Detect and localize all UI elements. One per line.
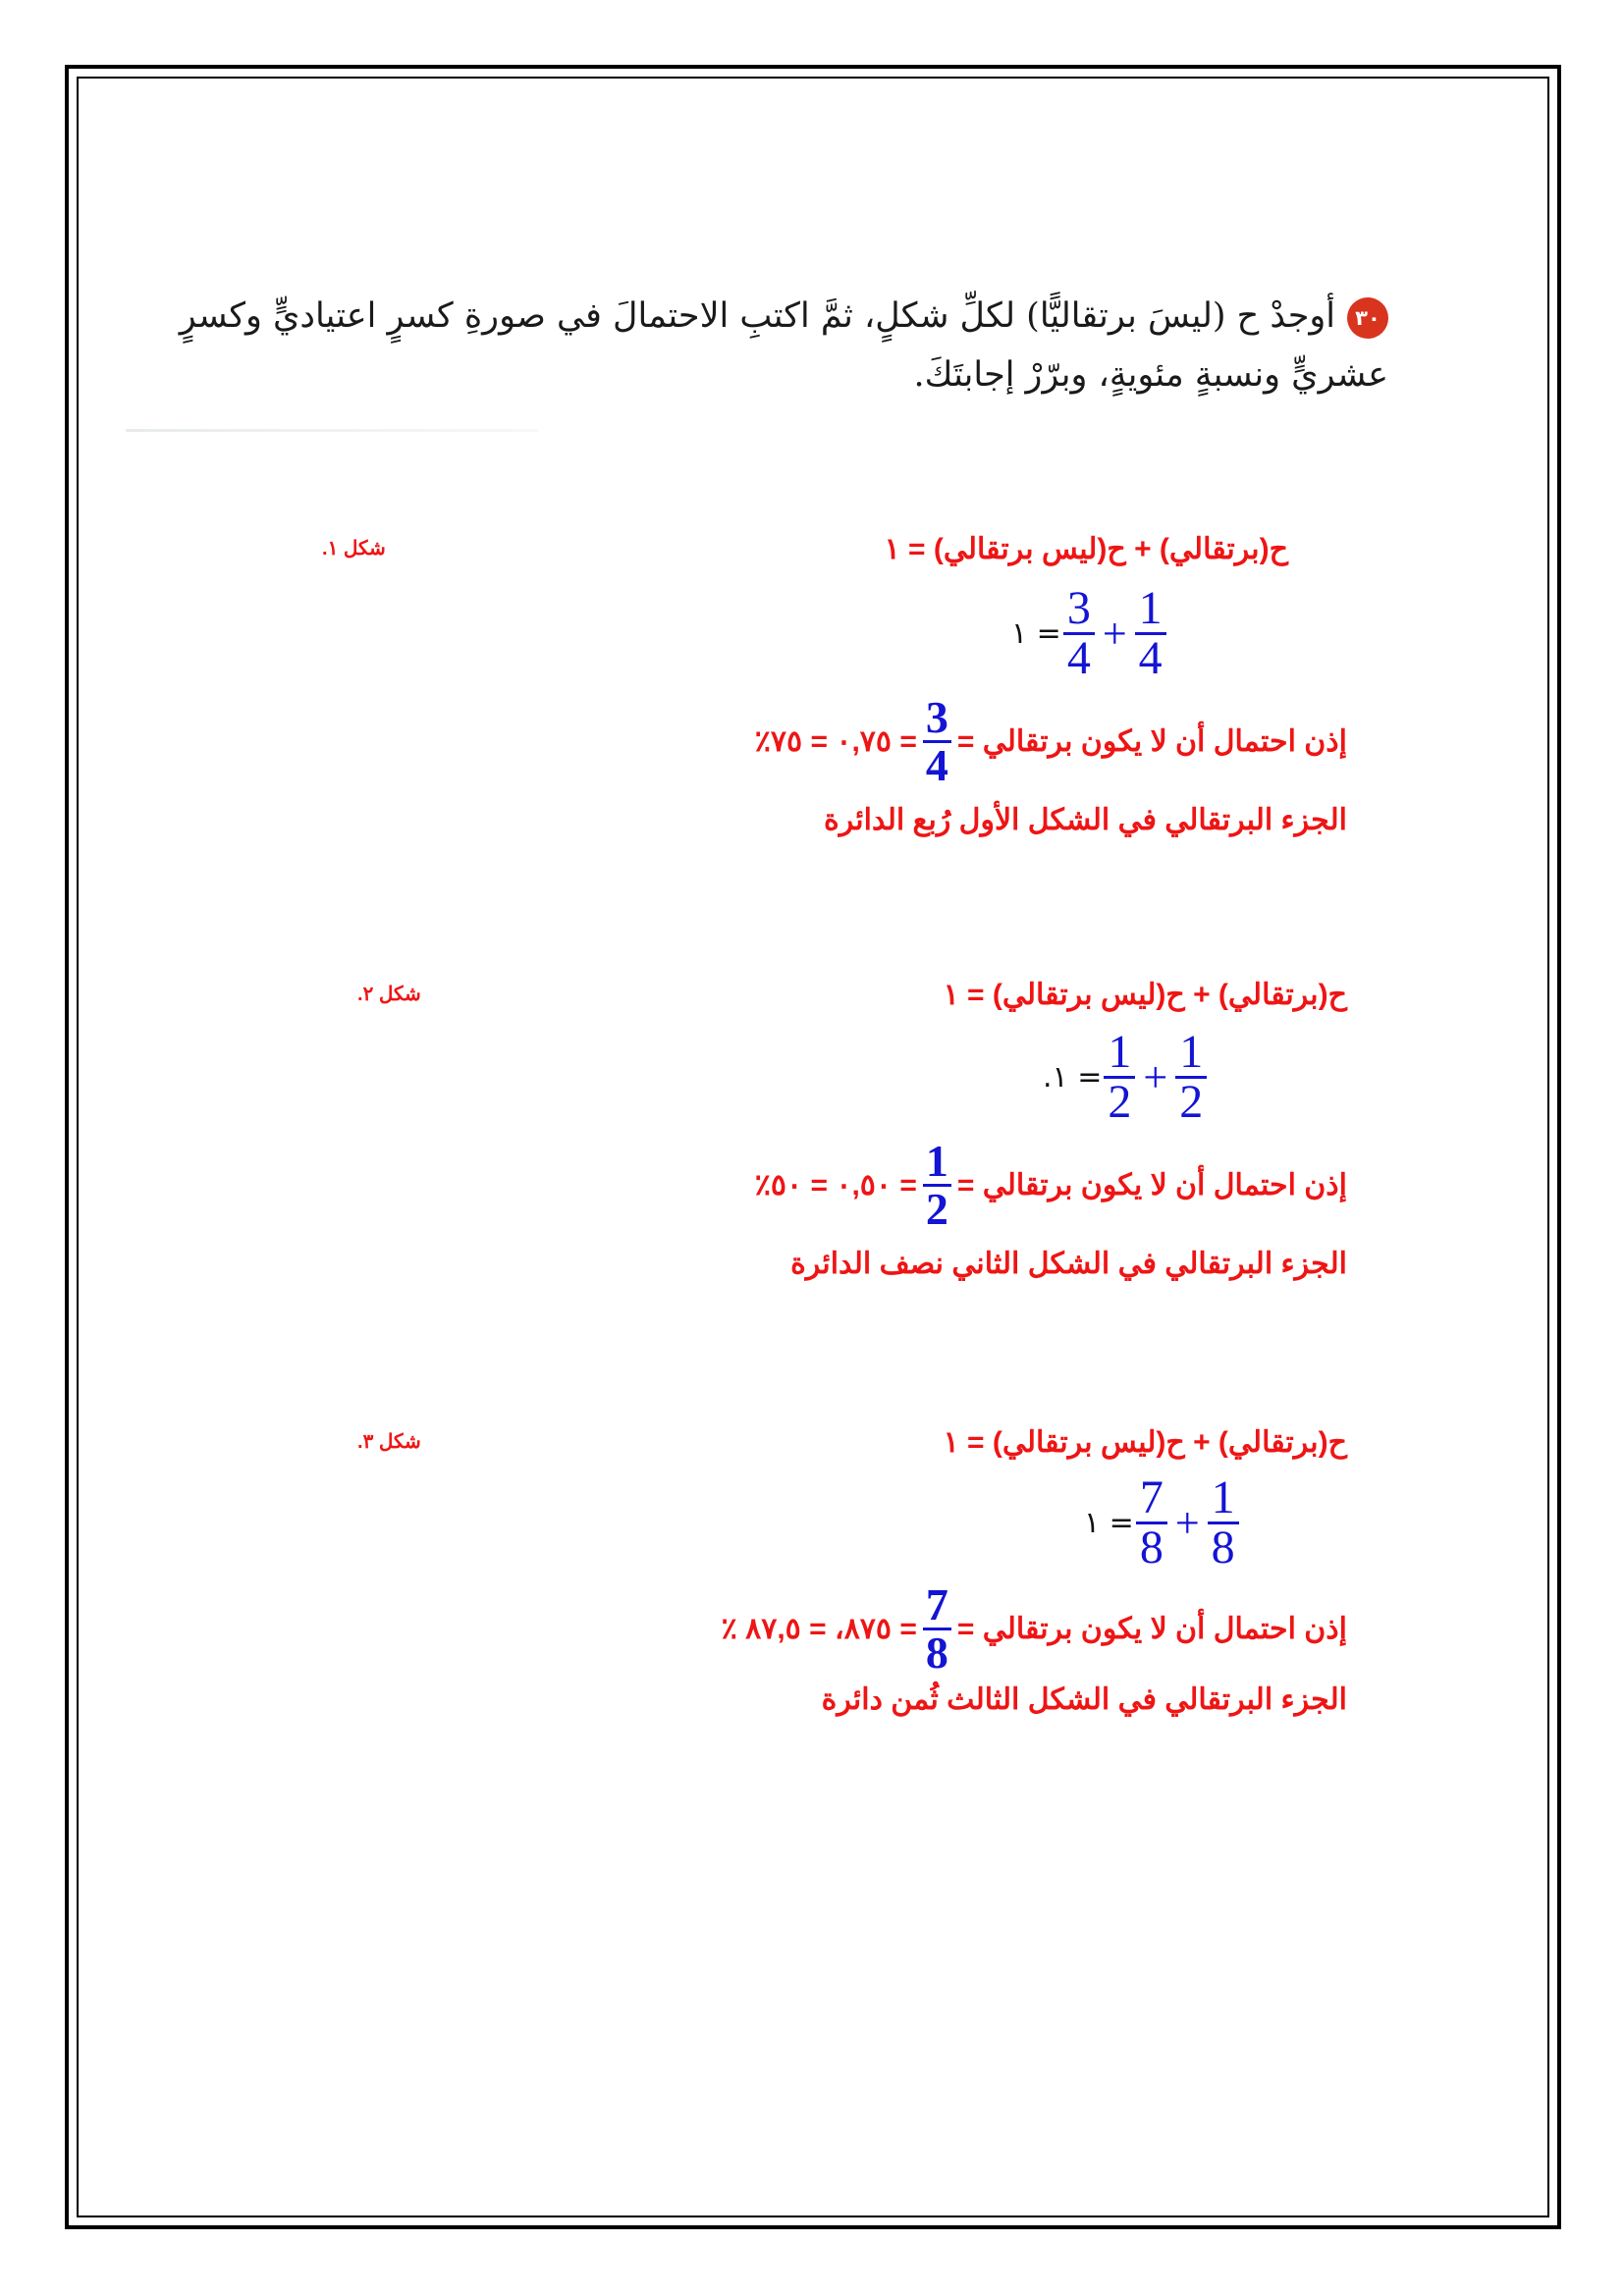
probability-line <box>754 692 1347 790</box>
probability-decimal-percent: = ٨٧٥، = ٨٧,٥ ٪ <box>721 1613 917 1645</box>
figure-label: شكل ١. <box>322 538 386 560</box>
fraction-b: $\frac{1}{2}$ <box>1104 1029 1135 1126</box>
probability-fraction: $\frac{7}{8}$ <box>923 1582 951 1676</box>
probability-line <box>721 1579 1347 1678</box>
fraction-sum <box>1011 582 1168 684</box>
probability-decimal-percent: = ٠,٥٠ = ٥٠٪ <box>754 1169 917 1201</box>
plus-sign: + <box>1174 1499 1200 1547</box>
question-number-badge: ٣٠ <box>1347 297 1388 339</box>
fraction-b: $\frac{3}{4}$ <box>1063 585 1095 682</box>
probability-fraction: $\frac{1}{2}$ <box>923 1139 951 1232</box>
fraction-sum <box>1043 1026 1209 1128</box>
fraction-a: $\frac{1}{2}$ <box>1175 1029 1207 1126</box>
probability-prefix: إذن احتمال أن لا يكون برتقالي = <box>956 1613 1347 1645</box>
probability-prefix: إذن احتمال أن لا يكون برتقالي = <box>956 1169 1347 1201</box>
question-body: أوجدْ ح (ليسَ برتقاليًّا) لكلِّ شكلٍ، ثمَّ اكتبِ الاحتمالَ في صورةِ كسرٍ اعتياديٍّ وكسرٍ عشريٍّ ونسبةٍ مئويةٍ، وبرّرْ إجابتَكَ. <box>179 296 1388 395</box>
probability-prefix: إذن احتمال أن لا يكون برتقالي = <box>956 725 1347 758</box>
reason-text: الجزء البرتقالي في الشكل الثالث ثُمن دائرة <box>821 1683 1347 1716</box>
question-text <box>151 287 1388 404</box>
reason-text: الجزء البرتقالي في الشكل الثاني نصف الدائرة <box>790 1248 1347 1280</box>
fraction-a: $\frac{1}{8}$ <box>1208 1474 1239 1572</box>
sum-result: ١ = <box>1011 616 1061 651</box>
question-underline <box>126 429 538 432</box>
probability-fraction: $\frac{3}{4}$ <box>923 695 951 788</box>
probability-decimal-percent: = ٠,٧٥ = ٧٥٪ <box>754 725 917 758</box>
fraction-a: $\frac{1}{4}$ <box>1135 585 1166 682</box>
sum-equation: ح(برتقالي) + ح(ليس برتقالي) = ١ <box>884 533 1288 565</box>
sum-equation: ح(برتقالي) + ح(ليس برتقالي) = ١ <box>943 979 1347 1011</box>
reason-text: الجزء البرتقالي في الشكل الأول رُبع الدائرة <box>824 804 1347 836</box>
plus-sign: + <box>1102 610 1127 658</box>
figure-label: شكل ٣. <box>357 1431 421 1453</box>
figure-label: شكل ٢. <box>357 984 421 1005</box>
sum-result: ١ = <box>1084 1506 1134 1540</box>
fraction-sum <box>1084 1471 1241 1574</box>
sum-result: .١ = <box>1043 1060 1103 1095</box>
plus-sign: + <box>1143 1053 1168 1101</box>
probability-line <box>754 1136 1347 1234</box>
sum-equation: ح(برتقالي) + ح(ليس برتقالي) = ١ <box>943 1426 1347 1459</box>
fraction-b: $\frac{7}{8}$ <box>1136 1474 1167 1572</box>
